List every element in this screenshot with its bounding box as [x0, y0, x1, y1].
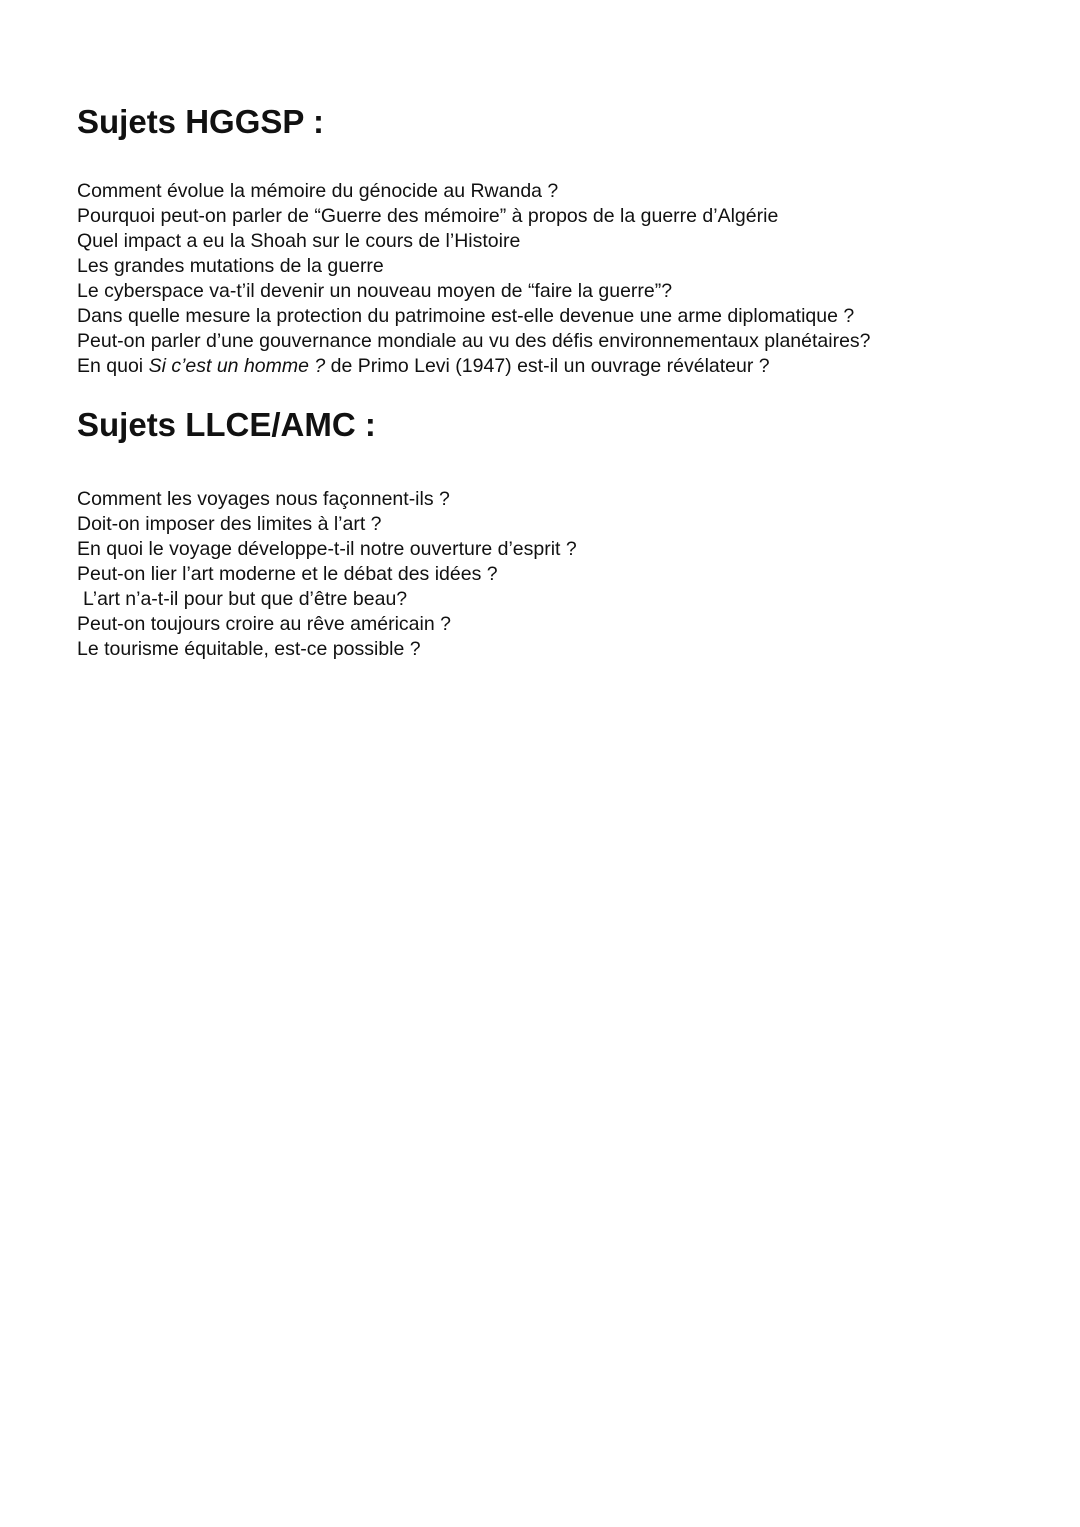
- llce-amc-topic-list: [77, 487, 577, 662]
- list-item: Pourquoi peut-on parler de “Guerre des mémoire” à propos de la guerre d’Algérie: [77, 205, 779, 227]
- list-item: Dans quelle mesure la protection du patrimoine est-elle devenue une arme diplomatique ?: [77, 305, 855, 327]
- section-title-llce-amc: Sujets LLCE/AMC :: [77, 406, 376, 443]
- list-item: En quoi le voyage développe-t-il notre ouverture d’esprit ?: [77, 538, 577, 560]
- list-item: L’art n’a-t-il pour but que d’être beau?: [83, 588, 408, 610]
- list-item-prefix: En quoi: [77, 355, 149, 377]
- list-item: Les grandes mutations de la guerre: [77, 255, 384, 277]
- section-title-hggsp: Sujets HGGSP :: [77, 103, 324, 140]
- list-item: [77, 354, 871, 379]
- list-item: Comment évolue la mémoire du génocide au Rwanda ?: [77, 180, 559, 202]
- list-item: Le cyberspace va-t’il devenir un nouveau moyen de “faire la guerre”?: [77, 280, 673, 302]
- list-item: Quel impact a eu la Shoah sur le cours de l’Histoire: [77, 230, 521, 252]
- list-item-suffix: de Primo Levi (1947) est-il un ouvrage révélateur ?: [325, 355, 770, 377]
- book-title: Si c’est un homme ?: [148, 355, 326, 377]
- list-item: Peut-on parler d’une gouvernance mondiale au vu des défis environnementaux planétaires?: [77, 330, 871, 352]
- list-item: Peut-on lier l’art moderne et le débat des idées ?: [77, 563, 498, 585]
- hggsp-topic-list: [77, 179, 871, 379]
- list-item: Doit-on imposer des limites à l’art ?: [77, 513, 382, 535]
- list-item: Le tourisme équitable, est-ce possible ?: [77, 638, 421, 660]
- list-item: Comment les voyages nous façonnent-ils ?: [77, 488, 450, 510]
- list-item: Peut-on toujours croire au rêve américain ?: [77, 613, 451, 635]
